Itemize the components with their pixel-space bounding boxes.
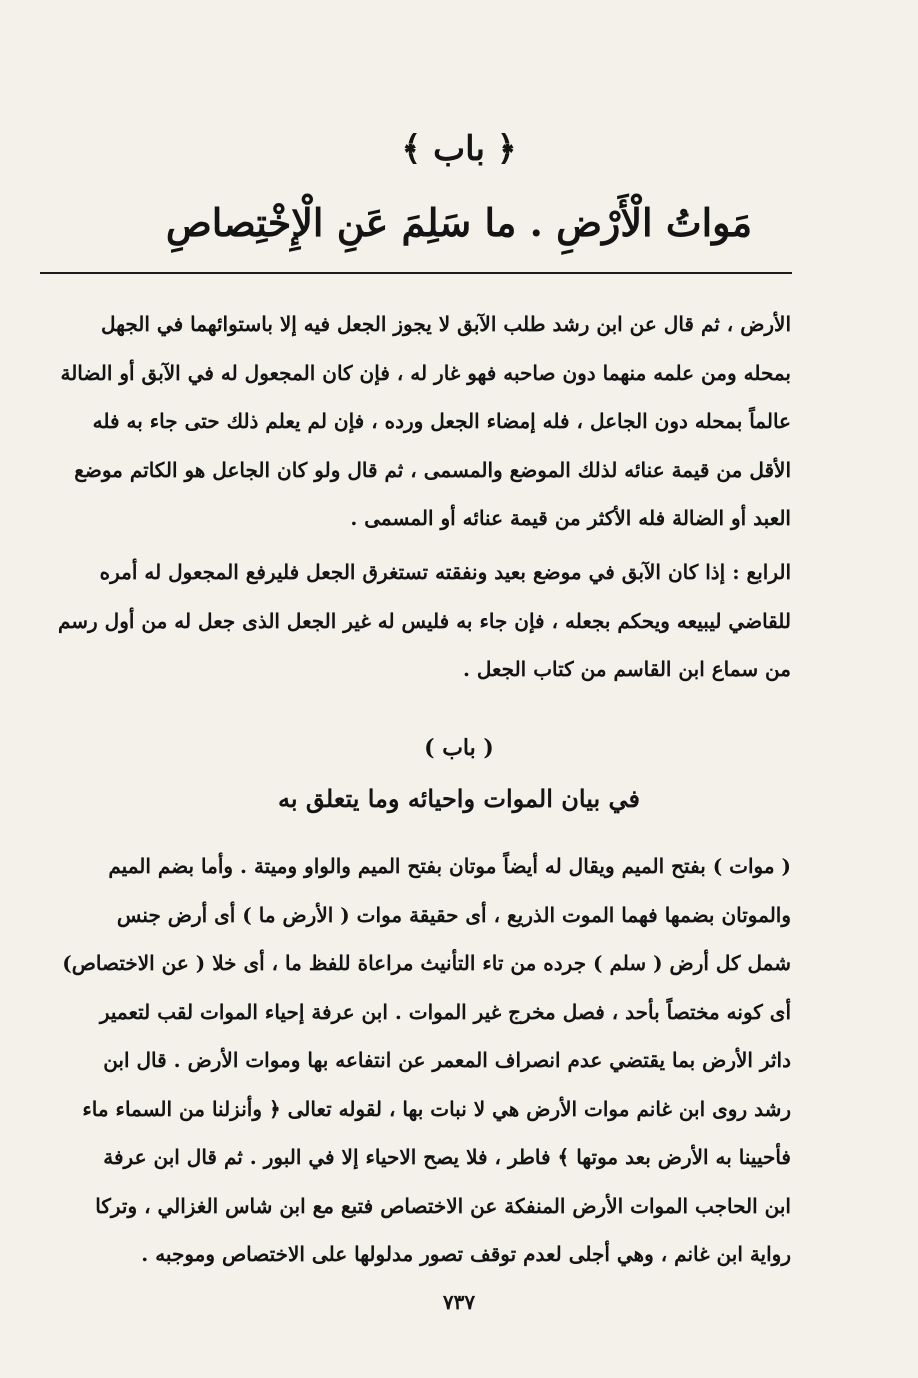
paragraph-line: الأقل من قيمة عنائه لذلك الموضع والمسمى ، ثم قال ولو كان الجاعل هو الكاتم موضع [74, 457, 791, 482]
paragraph-line: رشد روى ابن غانم موات الأرض هي لا نبات بها ، لقوله تعالى ﴿ وأنزلنا من السماء ماء [82, 1096, 791, 1121]
paragraph-3 [42, 842, 791, 1279]
paragraph-2 [42, 548, 791, 694]
paragraph-line: من سماع ابن القاسم من كتاب الجعل . [462, 657, 791, 681]
paragraph-line: داثر الأرض بما يقتضي عدم انصراف المعمر عن انتفاعه بها وموات الأرض . قال ابن [103, 1048, 791, 1072]
paragraph-line: عالماً بمحله دون الجاعل ، فله إمضاء الجعل ورده ، فإن لم يعلم ذلك حتى جاء به فله [92, 409, 791, 433]
paragraph-line: العبد أو الضالة فله الأكثر من قيمة عنائه أو المسمى . [350, 506, 791, 530]
page-number: ٧٣٧ [442, 1290, 476, 1314]
paragraph-line: فأحيينا به الأرض بعد موتها ﴾ فاطر ، فلا يصح الاحياء إلا في البور . ثم قال ابن عرفة [103, 1145, 791, 1169]
chapter-title: مَواتُ الْأَرْضِ . ما سَلِمَ عَنِ الْإِخْتِصاصِ [165, 200, 753, 245]
paragraph-line: ابن الحاجب الموات الأرض المنفكة عن الاختصاص فتبع مع ابن شاس الغزالي ، وتركا [95, 1193, 791, 1218]
paragraph-line: الرابع : إذا كان الآبق في موضع بعيد ونفقته تستغرق الجعل فليرفع المجعول له أمره [99, 560, 791, 584]
paragraph-line: الأرض ، ثم قال عن ابن رشد طلب الآبق لا يجوز الجعل فيه إلا باستوائهما في الجهل [101, 312, 791, 336]
paragraph-line: ( موات ) بفتح الميم ويقال له أيضاً موتان بفتح الميم والواو وميتة . وأما بضم الميم [108, 854, 791, 878]
paragraph-line: والموتان بضمها فهما الموت الذريع ، أى حقيقة موات ( الأرض ما ) أى أرض جنس [116, 902, 791, 927]
header-divider [40, 272, 792, 274]
section-title: في بيان الموات واحيائه وما يتعلق به [278, 784, 640, 813]
paragraph-line: رواية ابن غانم ، وهي أجلى لعدم توقف تصور مدلولها على الاختصاص وموجبه . [141, 1242, 791, 1266]
paragraph-line: بمحله ومن علمه منهما دون صاحبه فهو غار له ، فإن كان المجعول له في الآبق أو الضالة [60, 360, 791, 385]
paragraph-1 [42, 300, 791, 543]
chapter-heading: ﴿ باب ﴾ [401, 129, 517, 169]
section-heading: ( باب ) [424, 735, 494, 761]
paragraph-line: للقاضي ليبيعه ويحكم بجعله ، فإن جاء به فليس له غير الجعل الذى جعل له من أول رسم [57, 608, 791, 633]
paragraph-line: أى كونه مختصاً بأحد ، فصل مخرج غير الموات . ابن عرفة إحياء الموات لقب لتعمير [99, 999, 791, 1024]
paragraph-line: شمل كل أرض ( سلم ) جرده من تاء التأنيث مراعاة للفظ ما ، أى خلا ( عن الاختصاص) [62, 951, 791, 975]
